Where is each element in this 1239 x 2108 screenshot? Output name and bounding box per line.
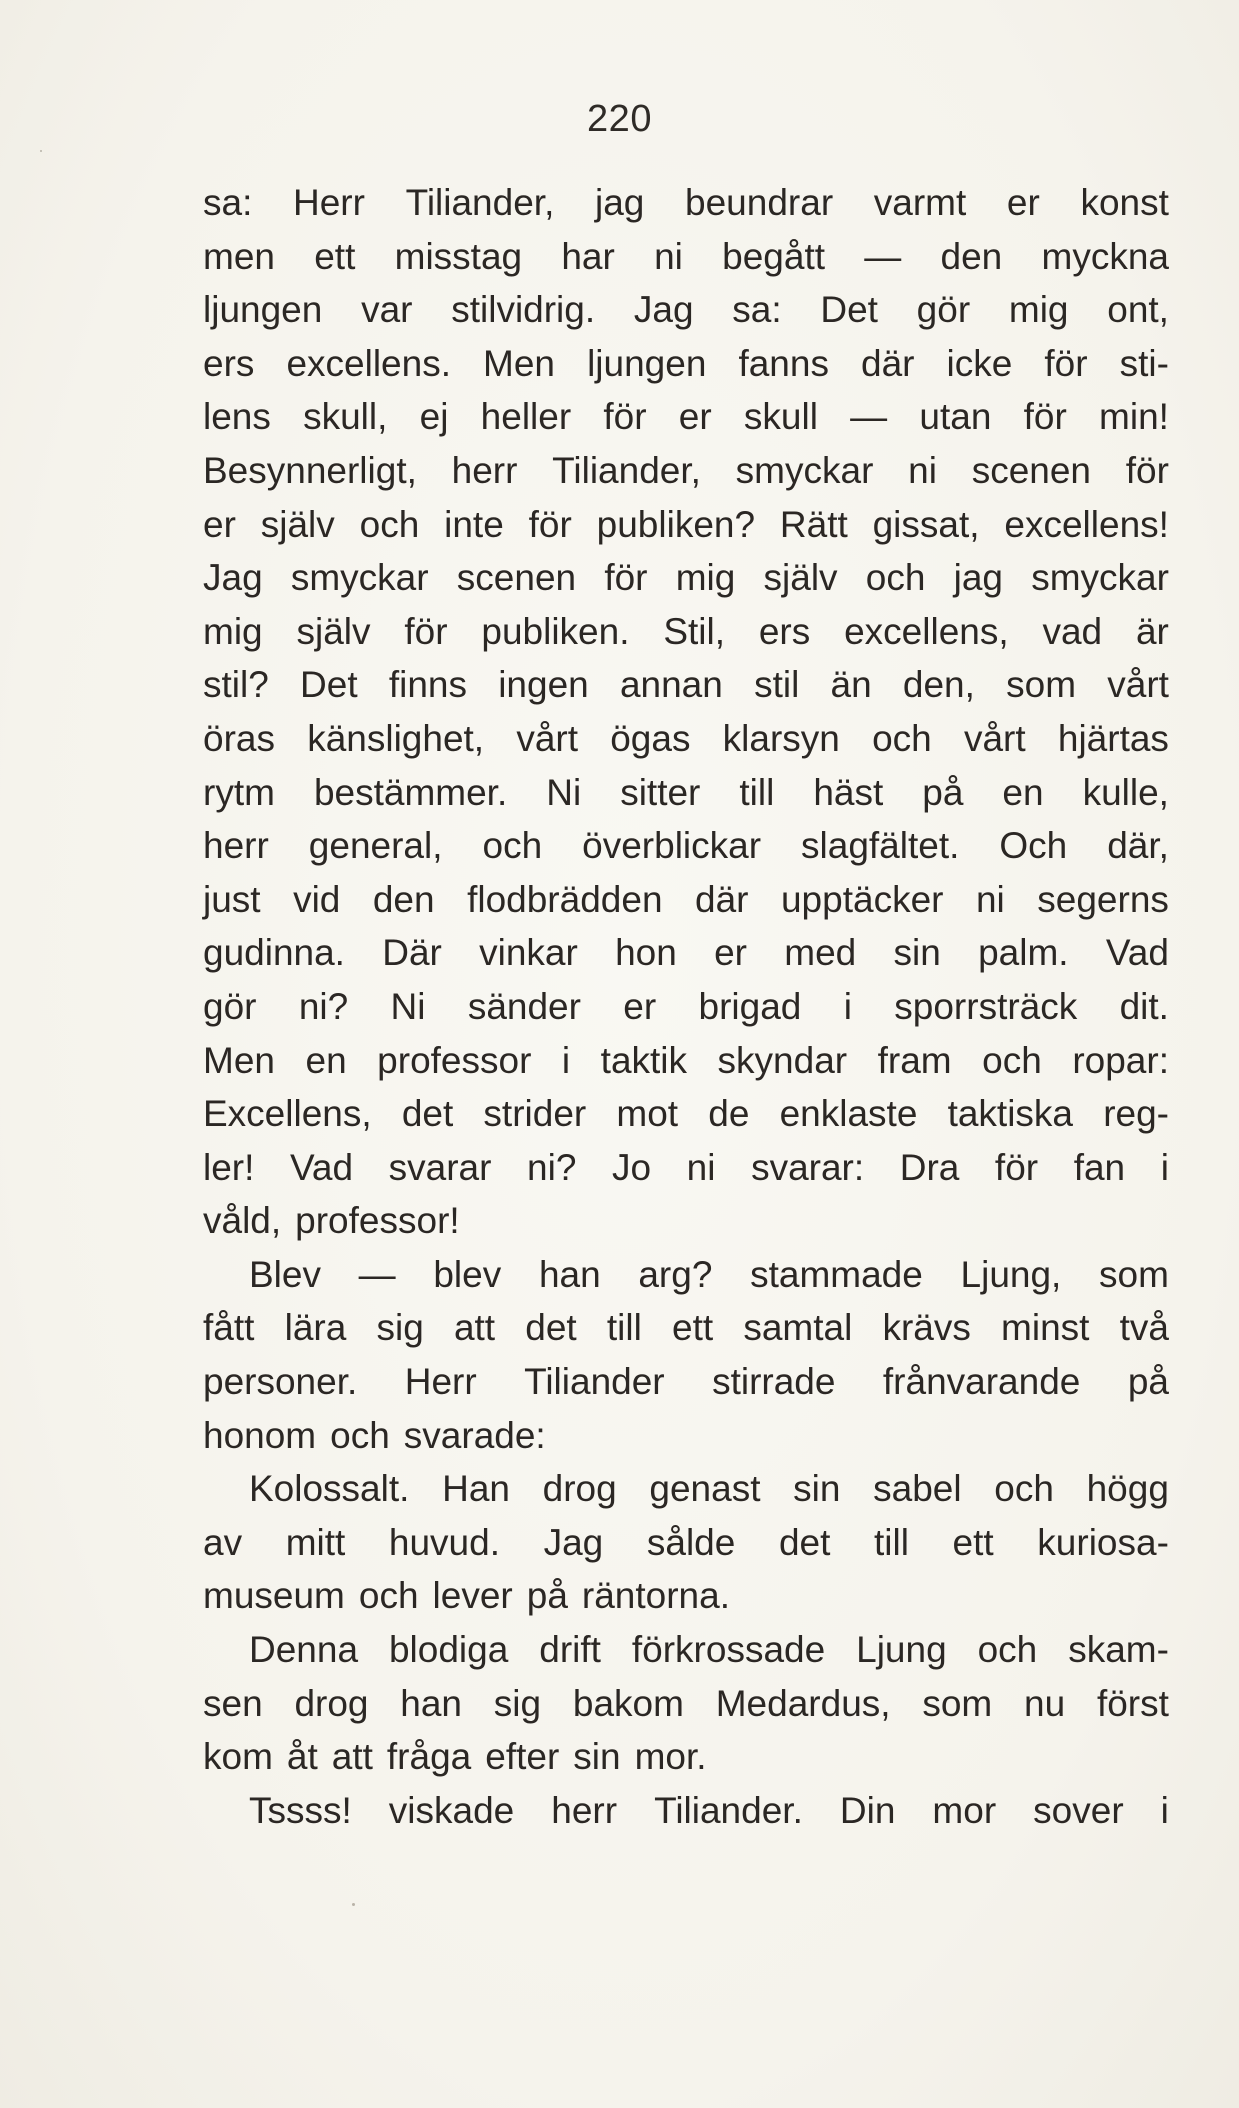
word: känslighet, xyxy=(307,717,485,759)
word: skull, xyxy=(303,396,388,438)
word: fanns xyxy=(738,342,829,384)
word: Tiliander. xyxy=(654,1789,803,1831)
word: just xyxy=(203,878,261,920)
word: det xyxy=(525,1307,577,1349)
word: dit. xyxy=(1119,985,1169,1027)
word: sålde xyxy=(646,1521,736,1563)
word: ers xyxy=(758,610,811,652)
word: sig xyxy=(376,1307,424,1349)
word: sover xyxy=(1033,1789,1124,1831)
word: först xyxy=(1096,1682,1169,1724)
word: Jag xyxy=(543,1521,604,1563)
word: professor! xyxy=(295,1200,460,1242)
word: lära xyxy=(284,1307,347,1349)
word: svarar xyxy=(388,1146,492,1188)
word: sin xyxy=(893,932,941,974)
word: skam- xyxy=(1068,1629,1169,1671)
word: min! xyxy=(1099,396,1169,438)
word: Och xyxy=(999,825,1068,867)
word: professor xyxy=(377,1039,532,1081)
word: mor xyxy=(932,1789,997,1831)
word: kom xyxy=(203,1736,273,1778)
word: än xyxy=(830,664,872,706)
word: fram xyxy=(877,1039,952,1081)
word: Jag xyxy=(203,557,263,599)
text-line xyxy=(203,873,1169,927)
word: och xyxy=(482,825,543,867)
word: stil xyxy=(754,664,800,706)
text-line xyxy=(203,498,1169,552)
word: ett xyxy=(672,1307,714,1349)
word: häst xyxy=(813,771,884,813)
word: Men xyxy=(483,342,556,384)
word: bestämmer. xyxy=(313,771,508,813)
word: och xyxy=(330,1414,390,1456)
word: lever xyxy=(432,1575,513,1617)
text-line xyxy=(203,283,1169,337)
word: stilvidrig. xyxy=(451,289,596,331)
word: för xyxy=(1125,449,1169,491)
word: de xyxy=(708,1093,750,1135)
word: ett xyxy=(952,1521,994,1563)
word: ljungen xyxy=(587,342,707,384)
word: till xyxy=(606,1307,642,1349)
word: — xyxy=(864,235,902,277)
word: samtal xyxy=(743,1307,853,1349)
text-line xyxy=(203,1194,1169,1248)
text-line xyxy=(203,390,1169,444)
word: högg xyxy=(1086,1468,1169,1510)
word: ni? xyxy=(527,1146,577,1188)
word: myckna xyxy=(1041,235,1169,277)
text-line xyxy=(203,176,1169,230)
word: vinkar xyxy=(479,932,578,974)
word: i xyxy=(1160,1146,1169,1188)
word: reg- xyxy=(1103,1093,1169,1135)
word: viskade xyxy=(388,1789,515,1831)
word: Herr xyxy=(293,182,365,223)
word: smyckar xyxy=(290,557,429,599)
word: Blev xyxy=(249,1253,321,1295)
word: scenen xyxy=(971,449,1091,491)
word: sitter xyxy=(620,771,701,813)
word: våld, xyxy=(203,1200,282,1242)
word: som xyxy=(922,1682,993,1724)
word: er xyxy=(678,396,712,438)
word: men xyxy=(203,235,275,277)
word: och xyxy=(865,557,926,599)
word: Det xyxy=(820,289,878,331)
word: mig xyxy=(203,610,263,652)
word: till xyxy=(739,771,775,813)
word: Stil, xyxy=(663,610,726,652)
paper-speck xyxy=(352,1903,355,1906)
word: gör xyxy=(203,985,257,1027)
word: smyckar xyxy=(1031,557,1169,599)
word: är xyxy=(1135,610,1169,652)
word: han xyxy=(538,1253,601,1295)
word: det xyxy=(401,1093,454,1135)
word: fan xyxy=(1073,1146,1126,1188)
word: Dra xyxy=(899,1146,960,1188)
word: ej xyxy=(419,396,449,438)
word: palm. xyxy=(978,932,1069,974)
word: misstag xyxy=(394,235,523,277)
word: Herr xyxy=(404,1361,477,1403)
word: drift xyxy=(539,1629,601,1671)
word: räntorna. xyxy=(581,1575,730,1617)
word: hjärtas xyxy=(1057,717,1169,759)
word: heller xyxy=(480,396,572,438)
word: ett xyxy=(314,235,356,277)
word: blev xyxy=(433,1253,502,1295)
word: åt xyxy=(286,1736,318,1778)
text-line xyxy=(203,1355,1169,1409)
word: Excellens, xyxy=(203,1093,372,1135)
word: klarsyn xyxy=(722,717,840,759)
word: smyckar xyxy=(735,449,874,491)
word: Jag xyxy=(633,289,694,331)
word: herr xyxy=(203,825,269,867)
word: det xyxy=(778,1521,831,1563)
word: gudinna. xyxy=(203,932,345,974)
word: Han xyxy=(442,1468,510,1510)
word: begått xyxy=(722,235,826,277)
text-line xyxy=(203,819,1169,873)
word: ers xyxy=(203,342,255,384)
word: beundrar xyxy=(685,182,834,223)
word: drog xyxy=(542,1468,617,1510)
word: för xyxy=(603,396,647,438)
word: och xyxy=(994,1468,1054,1510)
word: hon xyxy=(615,932,677,974)
word: i xyxy=(1160,1789,1169,1831)
word: arg? xyxy=(638,1253,713,1295)
text-line xyxy=(203,230,1169,284)
text-line xyxy=(203,1034,1169,1088)
word: kuriosa- xyxy=(1037,1521,1169,1563)
text-line xyxy=(203,1623,1169,1677)
word: sti- xyxy=(1119,342,1169,384)
word: sänder xyxy=(467,985,581,1027)
word: enklaste xyxy=(779,1093,918,1135)
word: herr xyxy=(451,449,518,491)
text-line xyxy=(203,1462,1169,1516)
text-line xyxy=(203,980,1169,1034)
word: Rätt xyxy=(779,503,848,545)
text-line xyxy=(203,1087,1169,1141)
word: Vad xyxy=(1105,932,1169,974)
word: krävs xyxy=(882,1307,971,1349)
text-line xyxy=(203,1409,1169,1463)
word: vårt xyxy=(963,717,1026,759)
word: att xyxy=(331,1736,373,1778)
word: — xyxy=(358,1253,396,1295)
word: sin xyxy=(793,1468,841,1510)
word: er xyxy=(623,985,657,1027)
word: sa: xyxy=(203,182,253,223)
text-line xyxy=(203,605,1169,659)
word: två xyxy=(1119,1307,1169,1349)
word: er xyxy=(1006,182,1040,223)
word: taktiska xyxy=(947,1093,1074,1135)
word: genast xyxy=(649,1468,761,1510)
word: gissat, xyxy=(872,503,980,545)
word: för xyxy=(404,610,448,652)
word: vid xyxy=(293,878,341,920)
word: Denna xyxy=(249,1629,359,1671)
word: Tiliander, xyxy=(552,449,701,491)
word: den xyxy=(940,235,1003,277)
word: general, xyxy=(308,825,443,867)
word: Ni xyxy=(546,771,582,813)
word: överblickar xyxy=(582,825,762,867)
word: personer. xyxy=(203,1361,358,1403)
word: Men xyxy=(203,1039,275,1081)
word: i xyxy=(561,1039,571,1081)
word: Ljung, xyxy=(960,1253,1062,1295)
word: mitt xyxy=(285,1521,346,1563)
word: Tssss! xyxy=(249,1789,352,1831)
word: där, xyxy=(1107,825,1169,867)
word: och xyxy=(982,1039,1042,1081)
word: strider xyxy=(483,1093,587,1135)
word: själv xyxy=(763,557,838,599)
word: herr xyxy=(551,1789,618,1831)
word: er xyxy=(203,503,236,545)
word: ni xyxy=(908,449,937,491)
text-line xyxy=(203,1569,1169,1623)
word: finns xyxy=(388,664,467,706)
word: på xyxy=(922,771,964,813)
word: efter xyxy=(485,1736,560,1778)
text-line xyxy=(203,1516,1169,1570)
word: fråga xyxy=(386,1736,472,1778)
word: som xyxy=(1099,1253,1169,1295)
body-text xyxy=(203,176,1169,1837)
text-line xyxy=(203,337,1169,391)
word: upptäcker xyxy=(780,878,944,920)
word: för xyxy=(528,503,572,545)
word: ni xyxy=(975,878,1005,920)
word: inte xyxy=(444,503,504,545)
word: Besynnerligt, xyxy=(203,449,417,491)
word: frånvarande xyxy=(882,1361,1081,1403)
word: och xyxy=(359,503,420,545)
word: den xyxy=(372,878,435,920)
word: flodbrädden xyxy=(467,878,663,920)
text-line xyxy=(203,1784,1169,1838)
word: ögas xyxy=(610,717,691,759)
word: stil? xyxy=(203,664,269,706)
word: Din xyxy=(839,1789,896,1831)
word: excellens. xyxy=(286,342,451,384)
paper-speck xyxy=(40,150,42,152)
text-line xyxy=(203,926,1169,980)
word: vårt xyxy=(516,717,578,759)
word: svarade: xyxy=(403,1414,546,1456)
word: ni? xyxy=(298,985,349,1027)
word: en xyxy=(305,1039,347,1081)
text-line xyxy=(203,766,1169,820)
word: Tiliander, xyxy=(405,182,555,223)
word: för xyxy=(1023,396,1067,438)
word: annan xyxy=(619,664,723,706)
word: ni xyxy=(654,235,683,277)
word: rytm xyxy=(203,771,275,813)
word: han xyxy=(400,1682,463,1724)
word: stammade xyxy=(750,1253,923,1295)
word: vårt xyxy=(1107,664,1169,706)
word: skull xyxy=(743,396,818,438)
word: minst xyxy=(1001,1307,1090,1349)
word: Vad xyxy=(289,1146,354,1188)
word: ljungen xyxy=(203,289,323,331)
word: sig xyxy=(493,1682,542,1724)
word: brigad xyxy=(698,985,802,1027)
word: ont, xyxy=(1107,289,1169,331)
word: Ljung xyxy=(856,1629,947,1671)
text-line xyxy=(203,444,1169,498)
word: på xyxy=(1127,1361,1169,1403)
word: förkrossade xyxy=(631,1629,826,1671)
word: svarar: xyxy=(751,1146,865,1188)
text-line xyxy=(203,1301,1169,1355)
word: publiken? xyxy=(596,503,756,545)
word: skyndar xyxy=(717,1039,848,1081)
word: för xyxy=(994,1146,1039,1188)
word: varmt xyxy=(873,182,967,223)
word: sporrsträck xyxy=(894,985,1078,1027)
word: kulle, xyxy=(1082,771,1169,813)
word: utan xyxy=(919,396,992,438)
word: Kolossalt. xyxy=(249,1468,410,1510)
word: mot xyxy=(616,1093,679,1135)
word: Tiliander xyxy=(524,1361,665,1403)
word: för xyxy=(604,557,648,599)
word: Där xyxy=(382,932,442,974)
word: sin xyxy=(573,1736,621,1778)
word: icke xyxy=(946,342,1013,384)
word: var xyxy=(361,289,413,331)
word: huvud. xyxy=(388,1521,500,1563)
word: museum xyxy=(203,1575,345,1617)
word: stirrade xyxy=(712,1361,836,1403)
text-line xyxy=(203,712,1169,766)
word: med xyxy=(784,932,857,974)
word: excellens! xyxy=(1004,503,1169,545)
word: taktik xyxy=(600,1039,688,1081)
word: sa: xyxy=(732,289,782,331)
word: själv xyxy=(260,503,335,545)
word: ingen xyxy=(498,664,589,706)
word: segerns xyxy=(1037,878,1169,920)
word: honom xyxy=(203,1414,317,1456)
text-line xyxy=(203,1248,1169,1302)
word: blodiga xyxy=(388,1629,509,1671)
word: där xyxy=(861,342,915,384)
word: mig xyxy=(675,557,736,599)
word: sabel xyxy=(873,1468,962,1510)
word: vad xyxy=(1042,610,1103,652)
word: ropar: xyxy=(1072,1039,1169,1081)
word: drog xyxy=(294,1682,369,1724)
word: i xyxy=(843,985,852,1027)
text-line xyxy=(203,1141,1169,1195)
word: fått xyxy=(203,1307,255,1349)
word: och xyxy=(358,1575,419,1617)
word: Ni xyxy=(390,985,426,1027)
word: Medardus, xyxy=(715,1682,891,1724)
word: jag xyxy=(953,557,1004,599)
word: till xyxy=(873,1521,909,1563)
word: — xyxy=(850,396,888,438)
text-line xyxy=(203,1730,1169,1784)
text-line xyxy=(203,1677,1169,1731)
word: excellens, xyxy=(844,610,1009,652)
word: av xyxy=(203,1521,243,1563)
word: ler! xyxy=(203,1146,255,1188)
word: och xyxy=(872,717,932,759)
word: och xyxy=(977,1629,1038,1671)
word: publiken. xyxy=(481,610,630,652)
word: sen xyxy=(203,1682,263,1724)
word: mig xyxy=(1008,289,1069,331)
word: slagfältet. xyxy=(801,825,960,867)
word: scenen xyxy=(456,557,577,599)
word: bakom xyxy=(572,1682,684,1724)
text-line xyxy=(203,551,1169,605)
word: öras xyxy=(203,717,275,759)
word: Jo xyxy=(612,1146,652,1188)
word: gör xyxy=(916,289,971,331)
word: konst xyxy=(1080,182,1169,223)
text-line xyxy=(203,658,1169,712)
word: där xyxy=(695,878,749,920)
word: som xyxy=(1006,664,1077,706)
word: på xyxy=(526,1575,568,1617)
word: jag xyxy=(595,182,645,223)
word: lens xyxy=(203,396,271,438)
word: er xyxy=(714,932,747,974)
word: nu xyxy=(1024,1682,1066,1724)
word: själv xyxy=(296,610,371,652)
word: för xyxy=(1044,342,1088,384)
page-number: 220 xyxy=(587,98,652,140)
word: ni xyxy=(686,1146,716,1188)
word: mor. xyxy=(634,1736,707,1778)
word: har xyxy=(561,235,615,277)
word: en xyxy=(1002,771,1044,813)
word: den, xyxy=(902,664,975,706)
word: Det xyxy=(300,664,358,706)
word: att xyxy=(453,1307,496,1349)
